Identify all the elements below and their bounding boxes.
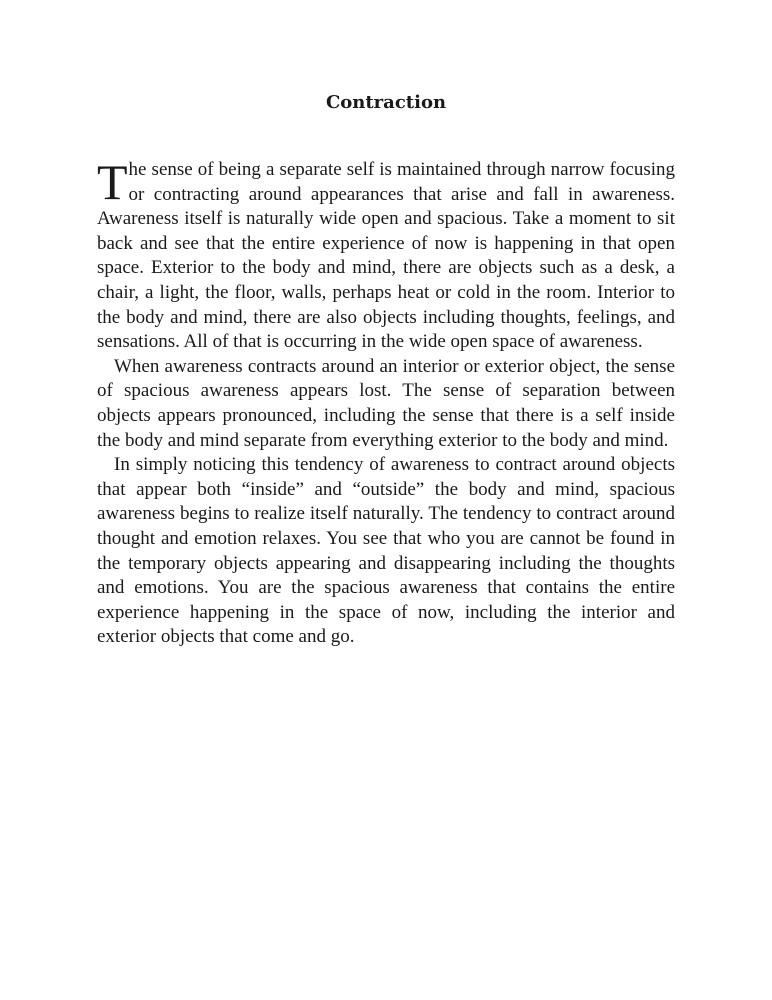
body-text	[97, 154, 675, 650]
paragraph-1-text: he sense of being a separate self is maintained through narrow focusing or contracting around appearances that arise and fall in awareness. Awareness itself is naturally wide open and spacious. Take a moment to sit back and see that the entire experience of now is happening in that open space. Exterior to the body and mind, there are objects such as a desk, a chair, a light, the floor, walls, perhaps heat or cold in the room. Interior to the body and mind, there are also objects including thoughts, feelings, and sensations. All of that is occurring in the wide open space of awareness.	[97, 159, 675, 353]
paragraph-3: In simply noticing this tendency of awareness to contract around objects that appear both “inside” and “outside” the body and mind, spacious awareness begins to realize itself naturally. The tendency to contract around thought and emotion relaxes. You see that who you are cannot be found in the temporary objects appearing and disappearing including the thoughts and emotions. You are the spacious awareness that contains the entire experience happening in the space of now, including the interior and exterior objects that come and go.	[97, 454, 675, 648]
paragraph-2: When awareness contracts around an interior or exterior object, the sense of spacious awareness appears lost. The sense of separation between objects appears pronounced, including the sense that there is a self inside the body and mind separate from everything exterior to the body and mind.	[97, 355, 675, 451]
drop-cap: T	[97, 154, 128, 210]
paragraph-1	[97, 154, 675, 355]
chapter-title: Contraction	[325, 92, 447, 113]
